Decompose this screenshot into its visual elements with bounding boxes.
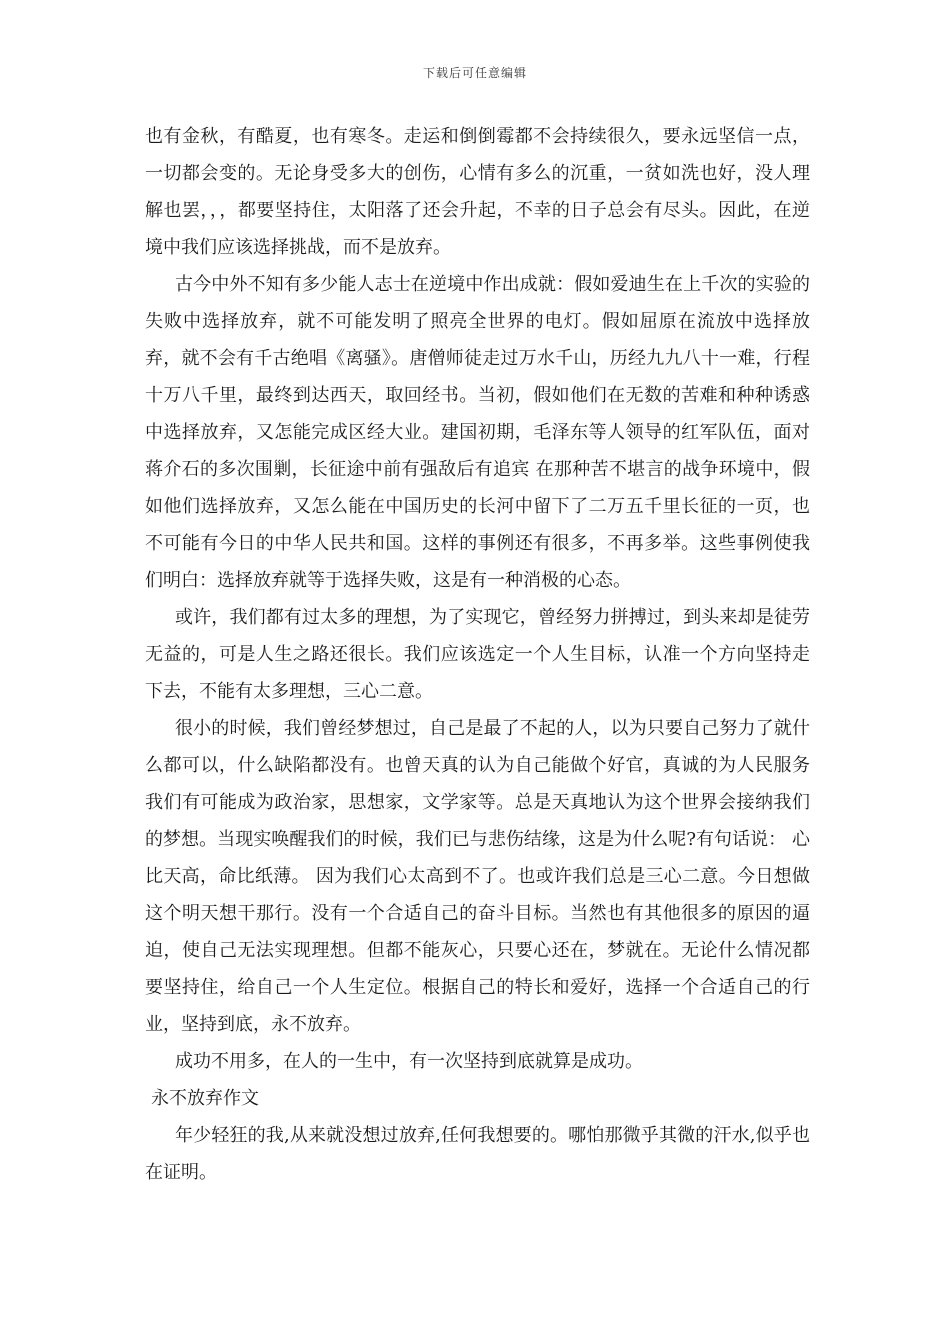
paragraph-1: 也有金秋，有酷夏，也有寒冬。走运和倒倒霉都不会持续很久，要永远坚信一点，一切都会变的。无论身受多大的创伤，心情有多么的沉重，一贫如洗也好，没人理解也罢，，，都要坚持住，太阳落了还会升起，不幸的日子总会有尽头。因此，在逆境中我们应该选择挑战，而不是放弃。 [145, 126, 810, 258]
page-header-note: 下载后可任意编辑 [422, 66, 527, 80]
paragraph-5: 成功不用多，在人的一生中，有一次坚持到底就算是成功。 [175, 1051, 643, 1072]
document-body [145, 118, 810, 1191]
paragraph-3: 或许，我们都有过太多的理想，为了实现它，曾经努力拼搏过，到头来却是徒劳无益的，可是人生之路还很长。我们应该选定一个人生目标，认准一个方向坚持走下去，不能有太多理想，三心二意。 [145, 607, 810, 702]
paragraph-2: 古今中外不知有多少能人志士在逆境中作出成就：假如爱迪生在上千次的实验的失败中选择放弃，就不可能发明了照亮全世界的电灯。假如屈原在流放中选择放弃，就不会有千古绝唱《离骚》。唐僧师徒走过万水千山，历经九九八十一难，行程十万八千里，最终到达西天，取回经书。当初，假如他们在无数的苦难和种种诱惑中选择放弃，又怎能完成区经大业。建国初期，毛泽东等人领导的红军队伍，面对蒋介石的多次围剿，长征途中前有强敌后有追宾 在那种苦不堪言的战争环境中，假如他们选择放弃，又怎么能在中国历史的长河中留下了二万五千里长征的一页，也不可能有今日的中华人民共和国。这样的事例还有很多，不再多举。这些事例使我们明白：选择放弃就等于选择失败，这是有一种消极的心态。 [145, 274, 810, 591]
paragraph-4: 很小的时候，我们曾经梦想过，自己是最了不起的人，以为只要自己努力了就什么都可以，什么缺陷都没有。也曾天真的认为自己能做个好官，真诚的为人民服务 我们有可能成为政治家，思想家，文学家等。总是天真地认为这个世界会接纳我们的梦想。当现实唤醒我们的时候，我们已与悲伤结缘，这是为什么呢?有句话说： 心比天高，命比纸薄。 因为我们心太高到不了。也或许我们总是三心二意。今日想做这个明天想干那行。没有一个合适自己的奋斗目标。当然也有其他很多的原因的逼迫，使自己无法实现理想。但都不能灰心，只要心还在，梦就在。无论什么情况都要坚持住，给自己一个人生定位。根据自己的特长和爱好，选择一个合适自己的行业，坚持到底，永不放弃。 [145, 718, 810, 1035]
section-title: 永不放弃作文 [151, 1088, 259, 1109]
paragraph-6: 年少轻狂的我,从来就没想过放弃,任何我想要的。哪怕那微乎其微的汗水,似乎也在证明。 [145, 1125, 810, 1183]
